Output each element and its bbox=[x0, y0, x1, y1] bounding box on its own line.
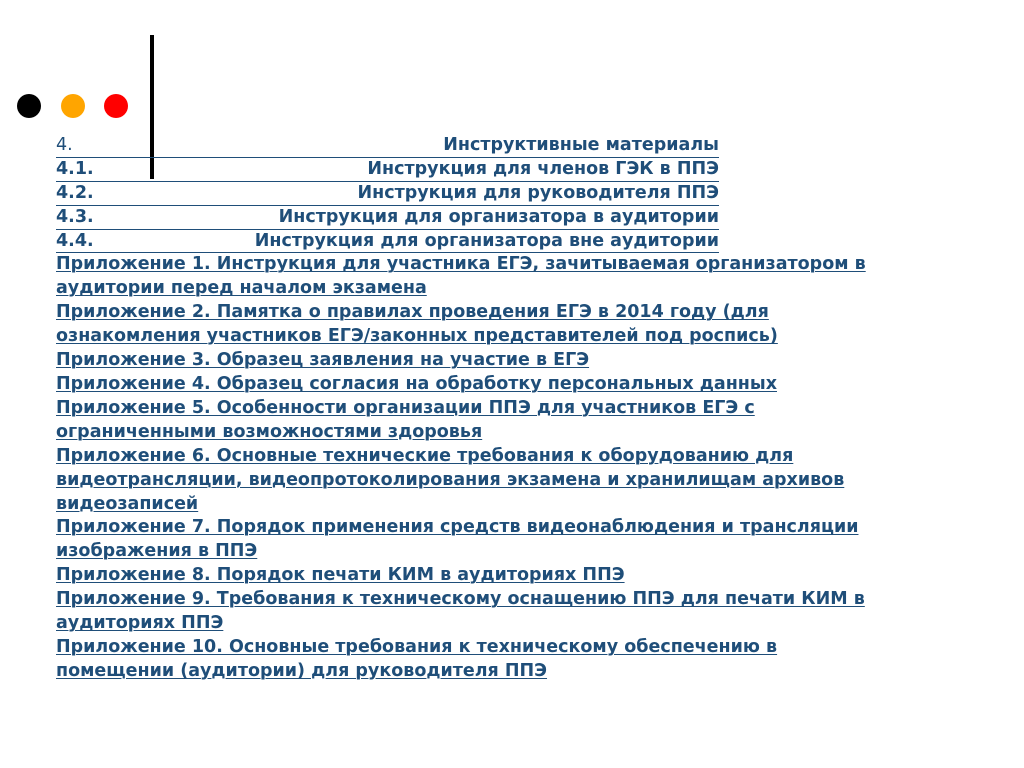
black-dot bbox=[17, 94, 41, 118]
appendix-line: Приложение 4. Образец согласия на обработку персональных данных bbox=[56, 373, 777, 394]
toc-section-4-4[interactable] bbox=[56, 230, 719, 254]
appendix-line: Приложение 3. Образец заявления на участие в ЕГЭ bbox=[56, 350, 590, 371]
section-title: Инструкция для организатора в аудитории bbox=[278, 206, 719, 227]
appendix-line: Приложение 1. Инструкция для участника ЕГЭ, зачитываемая организатором в bbox=[56, 254, 866, 275]
appendix-line: Приложение 9. Требования к техническому оснащению ППЭ для печати КИМ в bbox=[56, 589, 865, 610]
red-dot bbox=[104, 94, 128, 118]
appendix-line: видеотрансляции, видеопротоколирования экзамена и хранилищам архивов bbox=[56, 469, 845, 490]
section-title: Инструкция для членов ГЭК в ППЭ bbox=[367, 158, 719, 179]
toc-appendix-6[interactable] bbox=[56, 445, 986, 517]
appendix-line: Приложение 6. Основные технические требования к оборудованию для bbox=[56, 445, 794, 466]
toc-appendix-8[interactable] bbox=[56, 564, 986, 588]
toc-section-4[interactable] bbox=[56, 134, 719, 158]
appendix-line: ознакомления участников ЕГЭ/законных представителей под роспись) bbox=[56, 326, 778, 347]
appendix-line: помещении (аудитории) для руководителя ППЭ bbox=[56, 660, 548, 681]
appendix-line: Приложение 2. Памятка о правилах проведения ЕГЭ в 2014 году (для bbox=[56, 302, 769, 323]
section-number: 4. bbox=[56, 135, 73, 155]
orange-dot bbox=[61, 94, 85, 118]
toc-section-4-3[interactable] bbox=[56, 206, 719, 230]
appendix-line: видеозаписей bbox=[56, 493, 199, 514]
toc-appendix-9[interactable] bbox=[56, 588, 986, 636]
appendix-line: Приложение 8. Порядок печати КИМ в аудиториях ППЭ bbox=[56, 565, 625, 586]
section-title: Инструкция для организатора вне аудитории bbox=[254, 230, 719, 251]
appendix-line: Приложение 10. Основные требования к техническому обеспечению в bbox=[56, 636, 778, 657]
toc-appendix-3[interactable] bbox=[56, 349, 986, 373]
toc-appendix-1[interactable] bbox=[56, 253, 986, 301]
toc-appendix-4[interactable] bbox=[56, 373, 986, 397]
appendix-line: ограниченными возможностями здоровья bbox=[56, 421, 483, 442]
appendix-line: аудитории перед началом экзамена bbox=[56, 278, 427, 299]
section-number: 4.1. bbox=[56, 158, 94, 179]
toc-appendix-2[interactable] bbox=[56, 301, 986, 349]
section-number: 4.4. bbox=[56, 230, 94, 251]
appendix-line: изображения в ППЭ bbox=[56, 541, 258, 562]
appendix-line: аудиториях ППЭ bbox=[56, 613, 224, 634]
section-title: Инструктивные материалы bbox=[443, 135, 719, 155]
toc-appendix-7[interactable] bbox=[56, 516, 986, 564]
appendix-line: Приложение 5. Особенности организации ППЭ для участников ЕГЭ с bbox=[56, 397, 755, 418]
section-title: Инструкция для руководителя ППЭ bbox=[357, 182, 719, 203]
toc-appendix-10[interactable] bbox=[56, 636, 986, 684]
toc-section-4-2[interactable] bbox=[56, 182, 719, 206]
appendix-line: Приложение 7. Порядок применения средств видеонаблюдения и трансляции bbox=[56, 517, 859, 538]
table-of-contents bbox=[56, 134, 986, 684]
section-number: 4.3. bbox=[56, 206, 94, 227]
toc-section-4-1[interactable] bbox=[56, 158, 719, 182]
section-number: 4.2. bbox=[56, 182, 94, 203]
toc-appendix-5[interactable] bbox=[56, 397, 986, 445]
